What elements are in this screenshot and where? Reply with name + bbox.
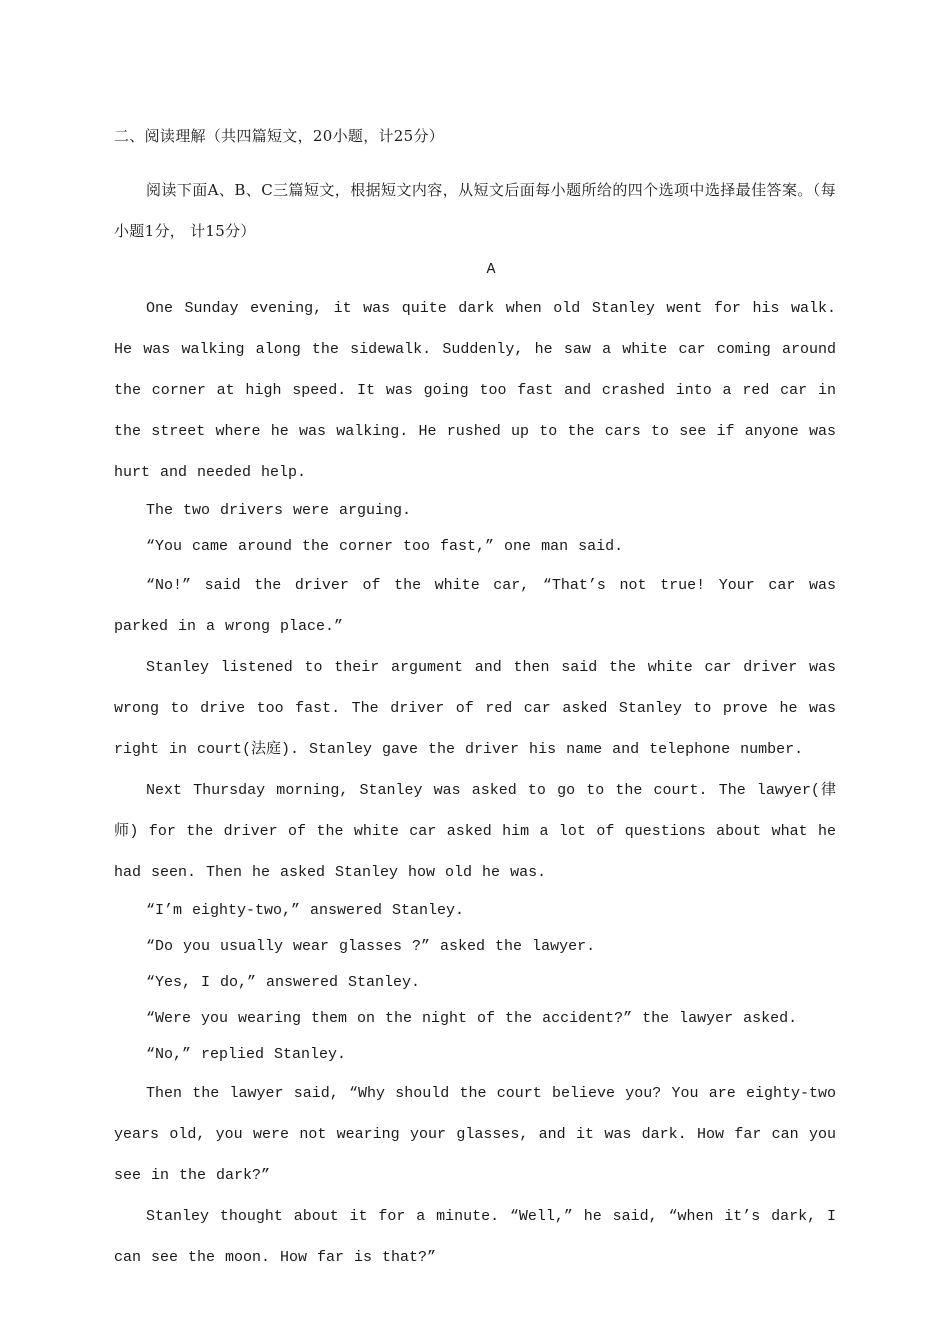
passage-paragraph: Stanley listened to their argument and then said the white car driver was wrong to drive too fast. The driver of red car asked Stanley to prove he was right in court(法庭). Stanley gave the driver his name and telephone number. xyxy=(114,659,836,758)
passage-paragraph: “I’m eighty-two,” answered Stanley. xyxy=(146,902,465,919)
passage-paragraph: Then the lawyer said, “Why should the court believe you? You are eighty-two years old, you were not wearing your glasses, and it was dark. How far can you see in the dark?” xyxy=(114,1085,836,1184)
passage-paragraph: “No!” said the driver of the white car, “That’s not true! Your car was parked in a wrong place.” xyxy=(114,577,836,635)
passage-label: A xyxy=(486,261,496,278)
passage-paragraph: The two drivers were arguing. xyxy=(146,502,412,519)
passage-paragraph: Next Thursday morning, Stanley was asked to go to the court. The lawyer(律师) for the driver of the white car asked him a lot of questions about what he had seen. Then he asked Stanley how old he was. xyxy=(114,782,836,881)
passage-paragraph: One Sunday evening, it was quite dark when old Stanley went for his walk. He was walking along the sidewalk. Suddenly, he saw a white car coming around the corner at high speed. It was going too fast and crashed into a red car in the street where he was walking. He rushed up to the cars to see if anyone was hurt and needed help. xyxy=(114,300,836,481)
section-instructions: 阅读下面A、B、C三篇短文，根据短文内容，从短文后面每小题所给的四个选项中选择最佳答案。（每小题1分， 计15分） xyxy=(114,181,836,240)
passage-paragraph: “Do you usually wear glasses ?” asked the lawyer. xyxy=(146,938,596,955)
passage-paragraph: “Yes, I do,” answered Stanley. xyxy=(146,974,421,991)
passage-paragraph: “Were you wearing them on the night of the accident?” the lawyer asked. xyxy=(146,1010,798,1027)
section-heading: 二、阅读理解（共四篇短文，20小题，计25分） xyxy=(114,127,445,145)
reading-comprehension-section xyxy=(114,124,836,1278)
passage-paragraph: “No,” replied Stanley. xyxy=(146,1046,347,1063)
passage-paragraph: “You came around the corner too fast,” one man said. xyxy=(146,538,624,555)
passage-paragraph: Stanley thought about it for a minute. “Well,” he said, “when it’s dark, I can see the moon. How far is that?” xyxy=(114,1208,836,1266)
